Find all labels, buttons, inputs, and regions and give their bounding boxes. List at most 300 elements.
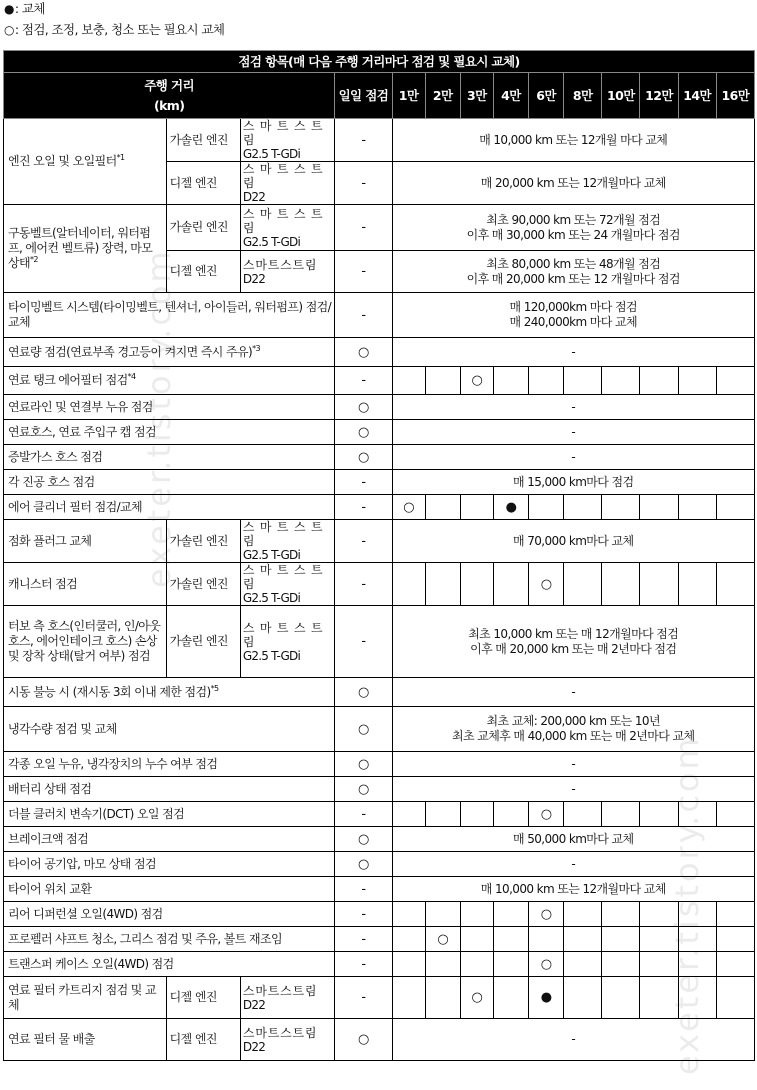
item-name xyxy=(4,606,167,678)
engine-model-code: D22 xyxy=(242,190,266,204)
item-label: 배터리 상태 점검 xyxy=(8,781,92,796)
item-name xyxy=(4,445,335,470)
interval-cell xyxy=(640,902,678,927)
item-name xyxy=(4,205,167,293)
item-label: 더블 클러치 변속기(DCT) 오일 점검 xyxy=(8,806,185,821)
interval-cell xyxy=(529,977,564,1019)
interval-cell xyxy=(460,902,493,927)
item-name xyxy=(4,119,167,205)
item-label: 터보 측 호스(인터쿨러, 인/아웃 호스, 에어인테이크 호스) 손상 및 장착 상태(탈거 여부) 점검 xyxy=(8,619,161,663)
interval-cell xyxy=(678,977,716,1019)
interval-cell xyxy=(493,977,528,1019)
interval-header: 10만 xyxy=(602,73,640,119)
interval-note xyxy=(392,678,755,707)
daily-check xyxy=(335,162,392,205)
table-row xyxy=(4,707,755,752)
interval-note-text: - xyxy=(571,781,576,796)
daily-check xyxy=(335,395,392,420)
interval-cell xyxy=(460,563,493,606)
table-row xyxy=(4,852,755,877)
interval-cell xyxy=(425,952,460,977)
daily-check-mark: - xyxy=(361,533,366,549)
footnote-ref: *5 xyxy=(210,683,219,693)
interval-cell xyxy=(425,495,460,520)
interval-cell xyxy=(716,977,754,1019)
daily-check-mark: ○ xyxy=(358,756,369,772)
table-row xyxy=(4,293,755,338)
interval-cell xyxy=(716,495,754,520)
interval-header: 6만 xyxy=(529,73,564,119)
interval-header: 2만 xyxy=(425,73,460,119)
interval-cell xyxy=(493,367,528,395)
daily-check xyxy=(335,977,392,1019)
item-name xyxy=(4,802,335,827)
item-name xyxy=(4,395,335,420)
engine-model-code: D22 xyxy=(242,1039,266,1054)
interval-cell xyxy=(493,927,528,952)
table-title: 점검 항목(매 다음 주행 거리마다 점검 및 필요시 교체) xyxy=(4,51,755,73)
footnote-ref: *4 xyxy=(127,372,136,381)
interval-note xyxy=(392,251,755,293)
interval-note-text: 매 10,000 km 또는 12개월마다 교체 xyxy=(480,881,666,896)
item-label: 연료량 점검(연료부족 경고등이 켜지면 즉시 주유) xyxy=(8,344,253,359)
item-label: 증발가스 호스 점검 xyxy=(8,449,103,464)
interval-cell xyxy=(460,802,493,827)
daily-check xyxy=(335,205,392,251)
interval-cell xyxy=(602,977,640,1019)
interval-cell xyxy=(564,802,602,827)
interval-note-text: 최초 90,000 km 또는 72개월 점검 xyxy=(486,212,661,227)
engine-model-name: 스 마 트 스 트 림 xyxy=(242,563,324,591)
engine-model xyxy=(240,119,334,162)
interval-cell xyxy=(564,952,602,977)
interval-note xyxy=(392,606,755,678)
table-row xyxy=(4,563,755,606)
item-label: 연료호스, 연료 주입구 캡 점검 xyxy=(8,424,156,439)
interval-note-text: - xyxy=(571,856,576,871)
item-name xyxy=(4,777,335,802)
interval-note xyxy=(392,293,755,338)
item-label: 리어 디퍼런셜 오일(4WD) 점검 xyxy=(8,906,163,921)
interval-cell xyxy=(640,367,678,395)
daily-check-mark: - xyxy=(361,931,366,947)
daily-check xyxy=(335,877,392,902)
interval-note-text: - xyxy=(571,344,576,359)
engine-model xyxy=(240,977,334,1019)
interval-header: 8만 xyxy=(564,73,602,119)
interval-cell xyxy=(392,802,425,827)
engine-model-code: G2.5 T-GDi xyxy=(242,648,300,663)
interval-note-text: 매 10,000 km 또는 12개월 마다 교체 xyxy=(479,132,668,147)
interval-cell xyxy=(392,977,425,1019)
interval-note-text: - xyxy=(571,424,576,439)
replace-mark-icon: ● xyxy=(540,990,552,1005)
interval-cell xyxy=(460,952,493,977)
footnote-ref: *3 xyxy=(252,343,260,353)
interval-note xyxy=(392,752,755,777)
interval-header: 14만 xyxy=(678,73,716,119)
inspect-mark-icon: ○ xyxy=(471,990,483,1005)
item-name xyxy=(4,470,335,495)
engine-model-name: 스마트스트림 xyxy=(242,1025,318,1040)
interval-note xyxy=(392,852,755,877)
interval-cell xyxy=(529,563,564,606)
item-name xyxy=(4,1019,167,1061)
interval-cell xyxy=(564,495,602,520)
engine-model xyxy=(240,1019,334,1061)
table-row xyxy=(4,777,755,802)
interval-note-text: 최초 10,000 km 또는 매 12개월마다 점검 xyxy=(468,626,679,641)
watermark-left: exeter.tistory.com xyxy=(140,248,178,588)
interval-cell xyxy=(392,952,425,977)
item-name xyxy=(4,977,167,1019)
inspect-mark-icon: ○ xyxy=(403,499,414,515)
interval-cell xyxy=(678,952,716,977)
daily-check-mark: ○ xyxy=(358,1032,369,1047)
interval-note xyxy=(392,162,755,205)
engine-model-code: G2.5 T-GDi xyxy=(242,591,300,605)
interval-cell xyxy=(716,902,754,927)
item-name xyxy=(4,563,167,606)
interval-cell xyxy=(678,563,716,606)
daily-check-header: 일일 점검 xyxy=(335,73,392,119)
table-row xyxy=(4,445,755,470)
engine-model xyxy=(240,205,334,251)
interval-cell xyxy=(716,927,754,952)
interval-note-text: 매 15,000 km마다 점검 xyxy=(513,474,634,489)
interval-note xyxy=(392,1019,755,1061)
interval-cell xyxy=(493,952,528,977)
interval-cell xyxy=(602,802,640,827)
daily-check xyxy=(335,563,392,606)
item-label: 프로펠러 샤프트 청소, 그리스 점검 및 주유, 볼트 재조임 xyxy=(8,931,282,946)
engine-model xyxy=(240,162,334,205)
engine-model-name: 스 마 트 스 트 림 xyxy=(242,119,324,147)
daily-check xyxy=(335,338,392,367)
interval-note xyxy=(392,520,755,563)
interval-note xyxy=(392,777,755,802)
interval-note xyxy=(392,707,755,752)
engine-model xyxy=(240,520,334,563)
table-row xyxy=(4,752,755,777)
item-label: 연료 탱크 에어필터 점검 xyxy=(8,373,128,387)
table-row xyxy=(4,338,755,367)
interval-cell xyxy=(425,902,460,927)
engine-model xyxy=(240,251,334,293)
daily-check-mark: - xyxy=(361,264,366,279)
interval-note-text: - xyxy=(571,756,576,771)
engine-type: 디젤 엔진 xyxy=(166,1019,240,1061)
table-row xyxy=(4,1019,755,1061)
daily-check xyxy=(335,367,392,395)
item-label: 타이어 공기압, 마모 상태 점검 xyxy=(8,856,156,871)
interval-cell xyxy=(678,927,716,952)
interval-note-text: 최초 교체: 200,000 km 또는 10년 xyxy=(486,714,660,728)
daily-check xyxy=(335,902,392,927)
interval-cell xyxy=(529,952,564,977)
daily-check xyxy=(335,119,392,162)
daily-check xyxy=(335,293,392,338)
item-label: 연료 필터 카트리지 점검 및 교체 xyxy=(8,982,156,1012)
interval-cell xyxy=(602,927,640,952)
daily-check-mark: ○ xyxy=(358,424,369,440)
engine-type: 가솔린 엔진 xyxy=(166,520,240,563)
interval-cell xyxy=(602,367,640,395)
interval-cell xyxy=(678,367,716,395)
interval-note-text: - xyxy=(571,684,576,699)
interval-note xyxy=(392,395,755,420)
footnote-ref: *1 xyxy=(116,153,125,162)
item-name xyxy=(4,520,167,563)
inspect-mark-icon: ○ xyxy=(540,576,552,592)
legend-replace-text: : 교체 xyxy=(14,1,45,16)
daily-check-mark: ○ xyxy=(358,399,369,415)
interval-cell xyxy=(460,495,493,520)
replace-mark-icon: ● xyxy=(505,499,517,515)
daily-check-mark: ○ xyxy=(358,684,369,700)
daily-check xyxy=(335,420,392,445)
daily-check xyxy=(335,470,392,495)
legend-replace xyxy=(4,1,45,17)
item-name xyxy=(4,877,335,902)
item-name xyxy=(4,902,335,927)
table-row xyxy=(4,367,755,395)
daily-check-mark: ○ xyxy=(358,721,369,737)
interval-cell xyxy=(392,902,425,927)
interval-note xyxy=(392,119,755,162)
daily-check xyxy=(335,752,392,777)
interval-cell xyxy=(678,802,716,827)
filled-circle-icon: ● xyxy=(4,2,14,16)
interval-cell xyxy=(529,927,564,952)
item-label: 타이어 위치 교환 xyxy=(8,881,92,896)
interval-cell xyxy=(529,495,564,520)
item-label: 에어 클리너 필터 점검/교체 xyxy=(8,499,142,514)
daily-check-mark: - xyxy=(361,499,366,515)
interval-cell xyxy=(425,927,460,952)
interval-cell xyxy=(716,802,754,827)
interval-note-text: 매 240,000km 마다 교체 xyxy=(509,315,637,329)
table-row xyxy=(4,205,755,251)
interval-cell xyxy=(529,367,564,395)
interval-header: 3만 xyxy=(460,73,493,119)
interval-note-text: - xyxy=(571,1032,576,1046)
engine-model-name: 스 마 트 스 트 림 xyxy=(242,520,324,548)
engine-model-code: G2.5 T-GDi xyxy=(242,147,300,161)
inspect-mark-icon: ○ xyxy=(437,931,449,947)
distance-header: 주행 거리 (km) xyxy=(4,73,335,119)
interval-cell xyxy=(460,977,493,1019)
item-name xyxy=(4,420,335,445)
item-name xyxy=(4,367,335,395)
daily-check xyxy=(335,927,392,952)
item-name xyxy=(4,678,335,707)
interval-cell xyxy=(529,802,564,827)
daily-check xyxy=(335,827,392,852)
daily-check-mark: - xyxy=(361,906,366,922)
interval-note xyxy=(392,827,755,852)
table-row xyxy=(4,952,755,977)
engine-model-name: 스 마 트 스 트 림 xyxy=(242,162,324,190)
interval-cell xyxy=(602,495,640,520)
interval-cell xyxy=(392,495,425,520)
interval-note-text: - xyxy=(571,449,576,464)
interval-note xyxy=(392,470,755,495)
table-row xyxy=(4,495,755,520)
daily-check-mark: - xyxy=(361,220,366,235)
engine-type: 가솔린 엔진 xyxy=(166,119,240,162)
interval-note xyxy=(392,205,755,251)
daily-check-mark: - xyxy=(361,806,366,822)
table-row xyxy=(4,902,755,927)
interval-cell xyxy=(392,927,425,952)
interval-cell xyxy=(564,902,602,927)
engine-model xyxy=(240,563,334,606)
interval-cell xyxy=(640,977,678,1019)
interval-cell xyxy=(564,563,602,606)
item-label: 연료라인 및 연결부 누유 점검 xyxy=(8,399,153,414)
table-row xyxy=(4,977,755,1019)
interval-cell xyxy=(425,802,460,827)
item-label: 냉각수량 점검 및 교체 xyxy=(8,721,117,736)
daily-check xyxy=(335,707,392,752)
engine-type: 가솔린 엔진 xyxy=(166,606,240,678)
engine-type: 디젤 엔진 xyxy=(166,251,240,293)
daily-check-mark: - xyxy=(361,990,366,1005)
engine-model xyxy=(240,606,334,678)
item-label: 트랜스퍼 케이스 오일(4WD) 점검 xyxy=(8,956,174,971)
maintenance-table xyxy=(3,50,755,1061)
item-label: 타이밍벨트 시스템(타이밍벨트, 텐셔너, 아이들러, 워터펌프) 점검/교체 xyxy=(8,300,332,329)
daily-check-mark: - xyxy=(361,634,366,649)
engine-model-code: D22 xyxy=(242,271,266,286)
legend-inspect-text: : 점검, 조정, 보충, 청소 또는 필요시 교체 xyxy=(14,22,225,37)
daily-check xyxy=(335,606,392,678)
table-row xyxy=(4,470,755,495)
interval-cell xyxy=(460,367,493,395)
item-name xyxy=(4,927,335,952)
daily-check-mark: - xyxy=(361,881,366,897)
interval-cell xyxy=(564,367,602,395)
daily-check xyxy=(335,802,392,827)
table-row xyxy=(4,119,755,162)
daily-check xyxy=(335,445,392,470)
inspect-mark-icon: ○ xyxy=(540,956,552,972)
daily-check xyxy=(335,678,392,707)
interval-cell xyxy=(716,563,754,606)
engine-type: 디젤 엔진 xyxy=(166,977,240,1019)
interval-cell xyxy=(425,977,460,1019)
item-label: 각 진공 호스 점검 xyxy=(8,474,95,489)
item-name xyxy=(4,707,335,752)
item-label: 연료 필터 물 배출 xyxy=(8,1032,95,1046)
daily-check-mark: ○ xyxy=(358,344,369,360)
daily-check xyxy=(335,777,392,802)
interval-cell xyxy=(640,495,678,520)
daily-check-mark: ○ xyxy=(358,831,369,847)
daily-check xyxy=(335,251,392,293)
interval-cell xyxy=(602,902,640,927)
inspect-mark-icon: ○ xyxy=(540,906,552,922)
interval-cell xyxy=(425,367,460,395)
item-label: 엔진 오일 및 오일필터 xyxy=(8,154,117,168)
engine-model-code: G2.5 T-GDi xyxy=(242,234,300,249)
item-name xyxy=(4,852,335,877)
item-label: 시동 불능 시 (재시동 3회 이내 제한 점검) xyxy=(8,684,211,699)
interval-note-text: 매 120,000km 마다 점검 xyxy=(509,300,637,314)
interval-header: 1만 xyxy=(392,73,425,119)
item-name xyxy=(4,338,335,367)
interval-cell xyxy=(493,495,528,520)
interval-cell xyxy=(678,495,716,520)
interval-header: 16만 xyxy=(716,73,754,119)
engine-model-name: 스 마 트 스 트 림 xyxy=(242,620,324,649)
interval-cell xyxy=(425,563,460,606)
interval-cell xyxy=(564,927,602,952)
interval-note-text: 이후 매 20,000 km 또는 12 개월마다 점검 xyxy=(466,271,680,286)
engine-type: 디젤 엔진 xyxy=(166,162,240,205)
engine-model-code: G2.5 T-GDi xyxy=(242,548,300,562)
table-row xyxy=(4,520,755,563)
engine-model-name: 스마트스트림 xyxy=(242,257,318,272)
table-row xyxy=(4,927,755,952)
interval-cell xyxy=(493,802,528,827)
item-label: 캐니스터 점검 xyxy=(8,576,78,591)
daily-check xyxy=(335,952,392,977)
interval-note-text: 최초 80,000 km 또는 48개월 점검 xyxy=(486,256,661,271)
item-name xyxy=(4,952,335,977)
interval-cell xyxy=(640,927,678,952)
interval-cell xyxy=(602,952,640,977)
daily-check-mark: ○ xyxy=(358,781,369,797)
daily-check xyxy=(335,1019,392,1061)
engine-model-code: D22 xyxy=(242,997,266,1012)
item-label: 각종 오일 누유, 냉각장치의 누수 여부 점검 xyxy=(8,756,218,771)
interval-note xyxy=(392,420,755,445)
interval-header: 12만 xyxy=(640,73,678,119)
table-row xyxy=(4,802,755,827)
daily-check-mark: - xyxy=(361,956,366,972)
interval-note-text: 이후 매 30,000 km 또는 24 개월마다 점검 xyxy=(466,227,680,242)
table-row xyxy=(4,827,755,852)
maintenance-schedule xyxy=(3,50,755,1061)
watermark-right: exeter.tistory.com xyxy=(668,735,706,1075)
interval-cell xyxy=(392,563,425,606)
interval-cell xyxy=(640,802,678,827)
table-row xyxy=(4,877,755,902)
table-row xyxy=(4,420,755,445)
daily-check-mark: - xyxy=(361,373,366,388)
interval-cell xyxy=(716,952,754,977)
item-name xyxy=(4,293,335,338)
daily-check-mark: - xyxy=(361,132,366,148)
daily-check-mark: - xyxy=(361,175,366,191)
interval-cell xyxy=(678,902,716,927)
interval-cell xyxy=(640,563,678,606)
item-name xyxy=(4,495,335,520)
interval-cell xyxy=(493,902,528,927)
engine-type: 가솔린 엔진 xyxy=(166,563,240,606)
item-name xyxy=(4,827,335,852)
engine-model-name: 스 마 트 스 트 림 xyxy=(242,206,324,235)
interval-note-text: 매 50,000 km마다 교체 xyxy=(513,831,634,846)
table-row xyxy=(4,678,755,707)
interval-cell xyxy=(392,367,425,395)
item-label: 구동벨트(알터네이터, 워터펌프, 에어컨 벨트류) 장력, 마모 상태 xyxy=(8,226,153,270)
interval-cell xyxy=(529,902,564,927)
interval-cell xyxy=(716,367,754,395)
daily-check xyxy=(335,852,392,877)
